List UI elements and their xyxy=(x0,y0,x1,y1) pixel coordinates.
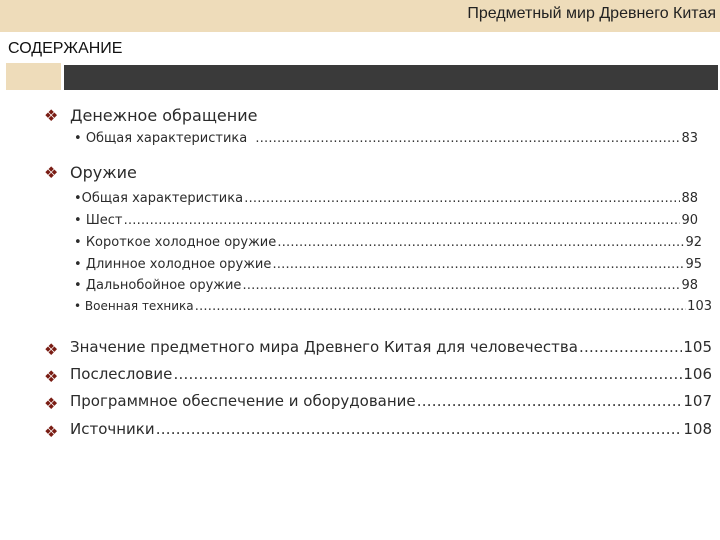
toc-entry-page: 90 xyxy=(681,213,698,228)
toc-entry-text: Дальнобойное оружие xyxy=(85,278,242,293)
sub-bullet-icon: • xyxy=(74,131,82,146)
toc-entry-text: Короткое холодное оружие xyxy=(85,235,277,250)
toc-entry[interactable] xyxy=(74,235,702,250)
dot-leader xyxy=(579,338,682,356)
toc-entry-text: Длинное холодное оружие xyxy=(85,257,272,272)
diamond-bullet-icon: ❖ xyxy=(44,394,59,413)
dot-leader xyxy=(417,392,683,410)
dot-leader xyxy=(244,191,680,206)
sub-bullet-icon: • xyxy=(74,278,82,293)
toc-entry-text: Военная техника xyxy=(84,299,194,313)
sub-bullet-icon: • xyxy=(74,299,82,313)
toc-entry-page: 95 xyxy=(685,257,702,272)
toc-entry-page: 103 xyxy=(687,299,712,314)
toc-entry[interactable] xyxy=(74,299,712,314)
dot-leader xyxy=(272,257,684,272)
dot-leader xyxy=(195,299,687,314)
sub-bullet-icon: • xyxy=(74,257,82,272)
toc-entry-label: Источники xyxy=(70,420,155,438)
toc-heading-weapons xyxy=(70,163,137,182)
toc-entry-main[interactable] xyxy=(70,392,712,410)
toc-entry-page: 88 xyxy=(681,191,698,206)
title-underline-band xyxy=(64,65,718,90)
toc-entry-label: Послесловие xyxy=(70,365,173,383)
toc-entry[interactable] xyxy=(74,131,698,146)
toc-entry-main[interactable] xyxy=(70,420,712,438)
diamond-bullet-icon: ❖ xyxy=(44,422,59,441)
diamond-bullet-icon: ❖ xyxy=(44,163,59,182)
toc-heading-money xyxy=(70,106,257,125)
toc-heading-label: Денежное обращение xyxy=(70,106,258,125)
toc-entry-page: 83 xyxy=(681,131,698,146)
sub-bullet-icon: • xyxy=(74,213,82,228)
toc-entry-label xyxy=(74,235,276,250)
toc-entry[interactable] xyxy=(74,213,698,228)
toc-entry-page: 98 xyxy=(681,278,698,293)
toc-heading-label: Оружие xyxy=(70,163,137,182)
toc-entry-label xyxy=(74,278,241,293)
sub-bullet-icon: • xyxy=(74,191,82,206)
toc-entry-label xyxy=(74,299,194,313)
toc-entry-label xyxy=(74,213,122,228)
toc-entry-label xyxy=(74,131,247,146)
toc-entry-page: 92 xyxy=(685,235,702,250)
toc-entry[interactable] xyxy=(74,257,702,272)
accent-box xyxy=(6,63,61,90)
toc-entry-label: Программное обеспечение и оборудование xyxy=(70,392,416,410)
toc-entry-label xyxy=(74,191,243,206)
sub-bullet-icon: • xyxy=(74,235,82,250)
section-title: СОДЕРЖАНИЕ xyxy=(8,40,123,57)
toc-entry-main[interactable] xyxy=(70,365,712,383)
dot-leader xyxy=(173,365,682,383)
toc-entry-page: 107 xyxy=(683,392,712,410)
dot-leader xyxy=(255,131,680,146)
diamond-bullet-icon: ❖ xyxy=(44,367,59,386)
toc-entry[interactable] xyxy=(74,191,698,206)
toc-entry-page: 108 xyxy=(683,420,712,438)
toc-entry[interactable] xyxy=(74,278,698,293)
toc-entry-text: Общая характеристика xyxy=(85,131,248,146)
toc-entry-page: 106 xyxy=(683,365,712,383)
slide-header-title: Предметный мир Древнего Китая xyxy=(467,5,716,22)
dot-leader xyxy=(242,278,680,293)
toc-entry-page: 105 xyxy=(683,338,712,356)
dot-leader xyxy=(123,213,680,228)
toc-entry-label xyxy=(74,257,271,272)
toc-entry-label: Значение предметного мира Древнего Китая для человечества xyxy=(70,338,578,356)
diamond-bullet-icon: ❖ xyxy=(44,106,59,125)
dot-leader xyxy=(156,420,683,438)
dot-leader xyxy=(277,235,684,250)
toc-entry-main[interactable] xyxy=(70,338,712,356)
diamond-bullet-icon: ❖ xyxy=(44,340,59,359)
toc-entry-text: Общая характеристика xyxy=(81,191,244,206)
toc-entry-text: Шест xyxy=(85,213,123,228)
